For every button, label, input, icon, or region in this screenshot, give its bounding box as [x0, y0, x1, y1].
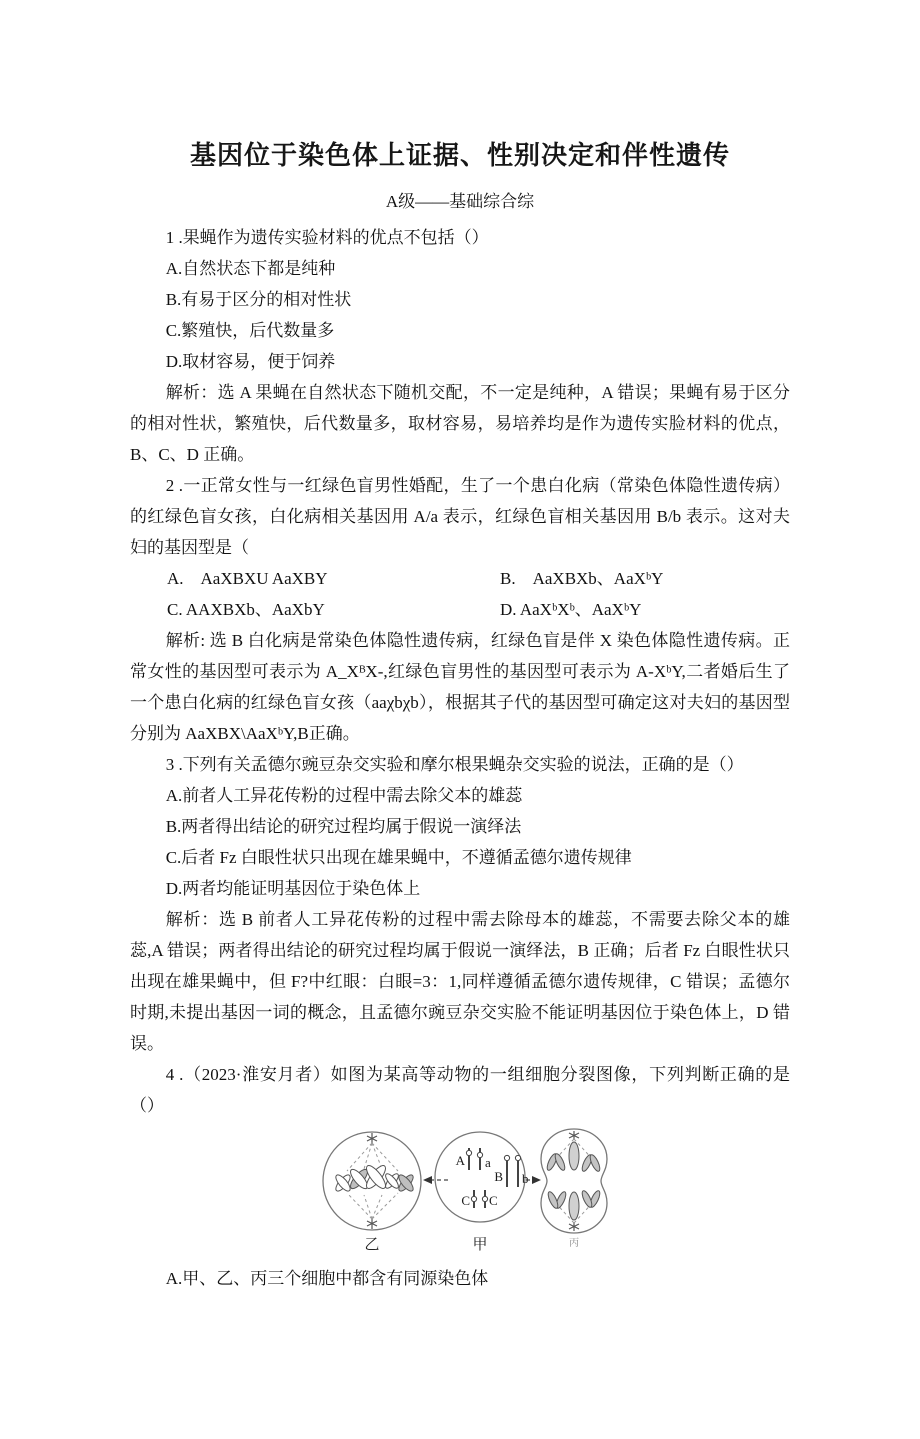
- bivalent-5: [397, 1173, 416, 1193]
- question-2: [130, 470, 790, 749]
- gene-label-B: B: [494, 1169, 503, 1184]
- question-3-option-a: A.前者人工异花传粉的过程中需去除父本的雄蕊: [165, 786, 523, 805]
- cell-label-bing: 丙: [569, 1238, 579, 1249]
- chromosome-rod-bottom: [569, 1192, 579, 1220]
- question-2-analysis: 解析: 选 B 白化病是常染色体隐性遗传病，红绿色盲是伴 X 染色体隐性遗传病。正常女性的基因型可表示为 A_XᴮX-,红绿色盲男性的基因型可表示为 A-XᵇY,二者婚后生了一个患白化病的红绿色盲女孩（aaχbχb），根据其子代的基因型可确定这对夫妇的基因型分别为 AaXBX\AaXᵇY,B正确。: [130, 631, 790, 743]
- question-1-stem: 1 .果蝇作为遗传实验材料的优点不包括（）: [165, 228, 489, 247]
- bivalent-1: [334, 1173, 353, 1193]
- cell-jia: [435, 1132, 529, 1222]
- question-1-option-d: D.取材容易，便于饲养: [165, 352, 336, 371]
- question-3: [130, 749, 790, 1059]
- page-title: 基因位于染色体上证据、性别决定和伴性遗传: [189, 141, 730, 171]
- gene-label-A: A: [455, 1153, 465, 1168]
- cell-division-diagram: [320, 1125, 630, 1253]
- question-2-option-d: D. AaXᵇXᵇ、AaXᵇY: [500, 600, 642, 619]
- chromosome-v-top-left: [545, 1152, 566, 1171]
- cell-label-jia: 甲: [472, 1237, 488, 1253]
- gene-label-a: a: [485, 1155, 491, 1170]
- chromosome-v-bottom-right: [580, 1189, 601, 1208]
- cell-yi: [323, 1132, 421, 1230]
- question-2-stem: 2 .一正常女性与一红绿色盲男性婚配，生了一个患白化病（常染色体隐性遗传病）的红绿色盲女孩，白化病相关基因用 A/a 表示，红绿色盲相关基因用 B/b 表示。这对夫妇的基因型是（: [130, 476, 790, 557]
- question-2-options: [130, 563, 790, 625]
- bivalent-4: [384, 1172, 401, 1190]
- cell-label-yi: 乙: [364, 1237, 380, 1253]
- chromosome-rod-top: [569, 1142, 579, 1170]
- question-4-stem: 4 .（2023·淮安月者）如图为某高等动物的一组细胞分裂图像，下列判断正确的是（）: [130, 1065, 790, 1115]
- worksheet-page: [0, 138, 920, 1439]
- question-4-option-a: A.甲、乙、丙三个细胞中都含有同源染色体: [165, 1269, 489, 1288]
- gene-label-C2: C: [489, 1193, 498, 1208]
- gene-label-b: b: [522, 1171, 529, 1186]
- gene-label-C1: C: [461, 1193, 470, 1208]
- bivalent-3: [363, 1163, 388, 1191]
- question-1: [130, 222, 790, 470]
- question-1-option-c: C.繁殖快，后代数量多: [165, 321, 335, 340]
- question-2-option-c: C. AAXBXb、AaXbY: [167, 600, 325, 619]
- section-label: A级——基础综合综: [385, 192, 535, 211]
- question-2-option-a: A. AaXBXU AaXBY: [167, 569, 328, 588]
- question-3-analysis: 解析：选 B 前者人工异花传粉的过程中需去除母本的雄蕊，不需要去除父本的雄蕊,A 错误；两者得出结论的研究过程均属于假说一演绎法，B 正确；后者 Fz 白眼性状只出现在雄果蝇中，但 F?中红眼：白眼=3：1,同样遵循孟德尔遗传规律，C 错误；孟德尔时期,未提出基因一词的概念，且孟德尔豌豆杂交实脸不能证明基因位于染色体上，D 错误。: [130, 910, 790, 1053]
- question-1-analysis: 解析：选 A 果蝇在自然状态下随机交配，不一定是纯种，A 错误；果蝇有易于区分的相对性状，繁殖快，后代数量多，取材容易，易培养均是作为遗传实脸材料的优点，B、C、D 正确。: [130, 383, 790, 464]
- question-4: [130, 1059, 790, 1294]
- question-3-option-d: D.两者均能证明基因位于染色体上: [165, 879, 421, 898]
- question-2-option-b: B. AaXBXb、AaXᵇY: [500, 569, 664, 588]
- question-3-option-c: C.后者 Fz 白眼性状只出现在雄果蝇中，不遵循孟德尔遗传规律: [165, 848, 632, 867]
- question-3-stem: 3 .下列有关孟德尔豌豆杂交实验和摩尔根果蝇杂交实验的说法，正确的是（）: [165, 755, 744, 774]
- cell-bing: [541, 1129, 607, 1233]
- question-1-option-b: B.有易于区分的相对性状: [165, 290, 352, 309]
- question-3-option-b: B.两者得出结论的研究过程均属于假说一演绎法: [165, 817, 522, 836]
- chromosome-v-top-right: [580, 1153, 601, 1172]
- chromosome-v-bottom-left: [546, 1190, 567, 1209]
- cell-division-figure: [320, 1125, 630, 1263]
- question-1-option-a: A.自然状态下都是纯种: [165, 259, 336, 278]
